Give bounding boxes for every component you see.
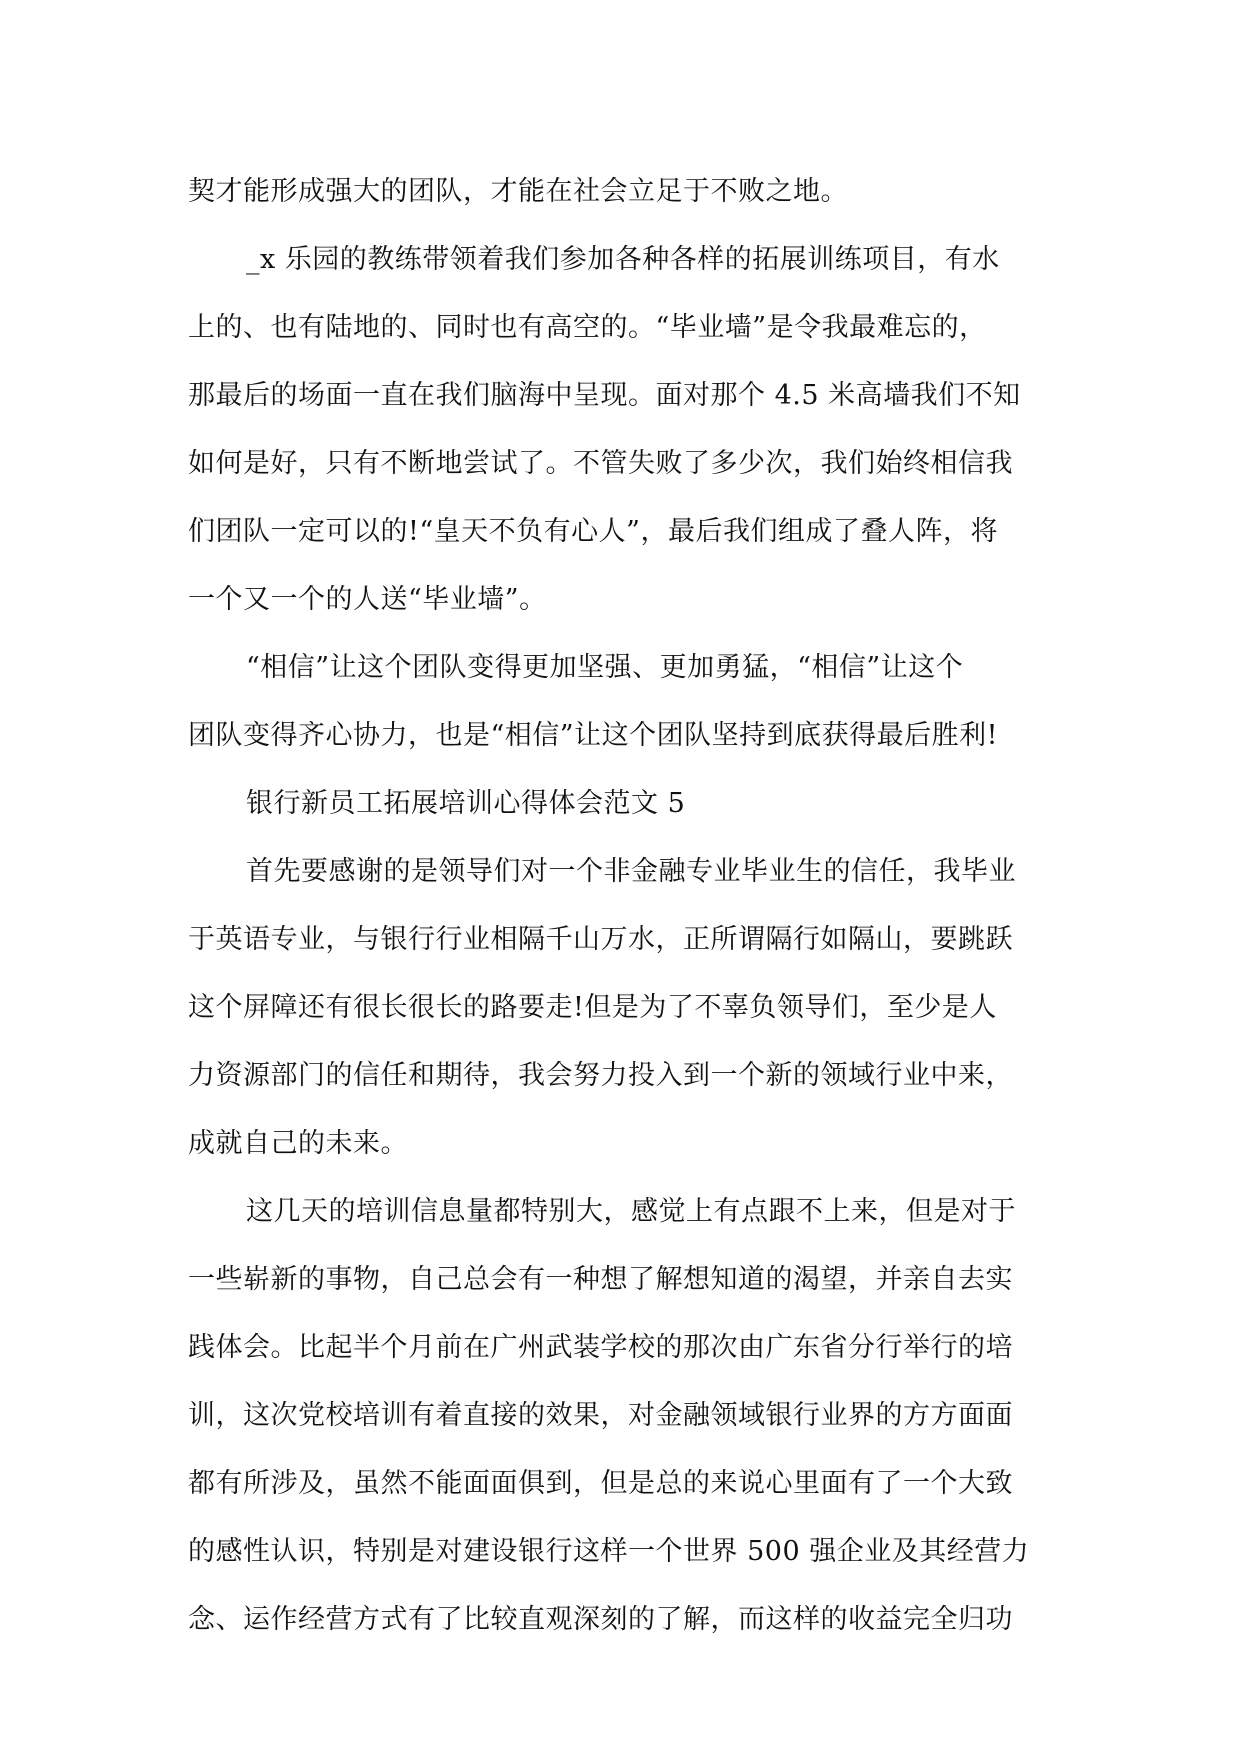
paragraph-line: 践体会。比起半个月前在广州武装学校的那次由广东省分行举行的培 xyxy=(188,1332,1013,1363)
paragraph-line: “相信”让这个团队变得更加坚强、更加勇猛，“相信”让这个 xyxy=(246,652,964,683)
paragraph-line: 于英语专业，与银行行业相隔千山万水，正所谓隔行如隔山，要跳跃 xyxy=(188,924,1013,955)
paragraph-line: 念、运作经营方式有了比较直观深刻的了解，而这样的收益完全归功 xyxy=(188,1604,1013,1635)
paragraph-line: 这个屏障还有很长很长的路要走!但是为了不辜负领导们，至少是人 xyxy=(188,992,997,1023)
paragraph-line: 的感性认识，特别是对建设银行这样一个世界 500 强企业及其经营力 xyxy=(188,1536,1030,1567)
paragraph-line: 都有所涉及，虽然不能面面俱到，但是总的来说心里面有了一个大致 xyxy=(188,1468,1013,1499)
paragraph-line: 们团队一定可以的!“皇天不负有心人”，最后我们组成了叠人阵，将 xyxy=(188,516,998,547)
paragraph-line: _x 乐园的教练带领着我们参加各种各样的拓展训练项目，有水 xyxy=(246,244,1000,275)
paragraph-line: 一些崭新的事物，自己总会有一种想了解想知道的渴望，并亲自去实 xyxy=(188,1264,1013,1295)
section-heading: 银行新员工拓展培训心得体会范文 5 xyxy=(246,788,686,819)
paragraph-line: 力资源部门的信任和期待，我会努力投入到一个新的领域行业中来， xyxy=(188,1060,1013,1091)
paragraph-line: 团队变得齐心协力，也是“相信”让这个团队坚持到底获得最后胜利! xyxy=(188,720,998,751)
paragraph-line: 成就自己的未来。 xyxy=(188,1128,408,1159)
paragraph-line: 那最后的场面一直在我们脑海中呈现。面对那个 4.5 米高墙我们不知 xyxy=(188,380,1021,411)
paragraph-line: 如何是好，只有不断地尝试了。不管失败了多少次，我们始终相信我 xyxy=(188,448,1013,479)
paragraph-line: 这几天的培训信息量都特别大，感觉上有点跟不上来，但是对于 xyxy=(246,1196,1016,1227)
paragraph-line: 上的、也有陆地的、同时也有高空的。“毕业墙”是令我最难忘的， xyxy=(188,312,987,343)
paragraph-line: 契才能形成强大的团队，才能在社会立足于不败之地。 xyxy=(188,176,848,207)
document-body xyxy=(188,158,1068,1654)
paragraph-line: 首先要感谢的是领导们对一个非金融专业毕业生的信任，我毕业 xyxy=(246,856,1016,887)
paragraph-line: 一个又一个的人送“毕业墙”。 xyxy=(188,584,547,615)
paragraph-line: 训，这次党校培训有着直接的效果，对金融领域银行业界的方方面面 xyxy=(188,1400,1013,1431)
